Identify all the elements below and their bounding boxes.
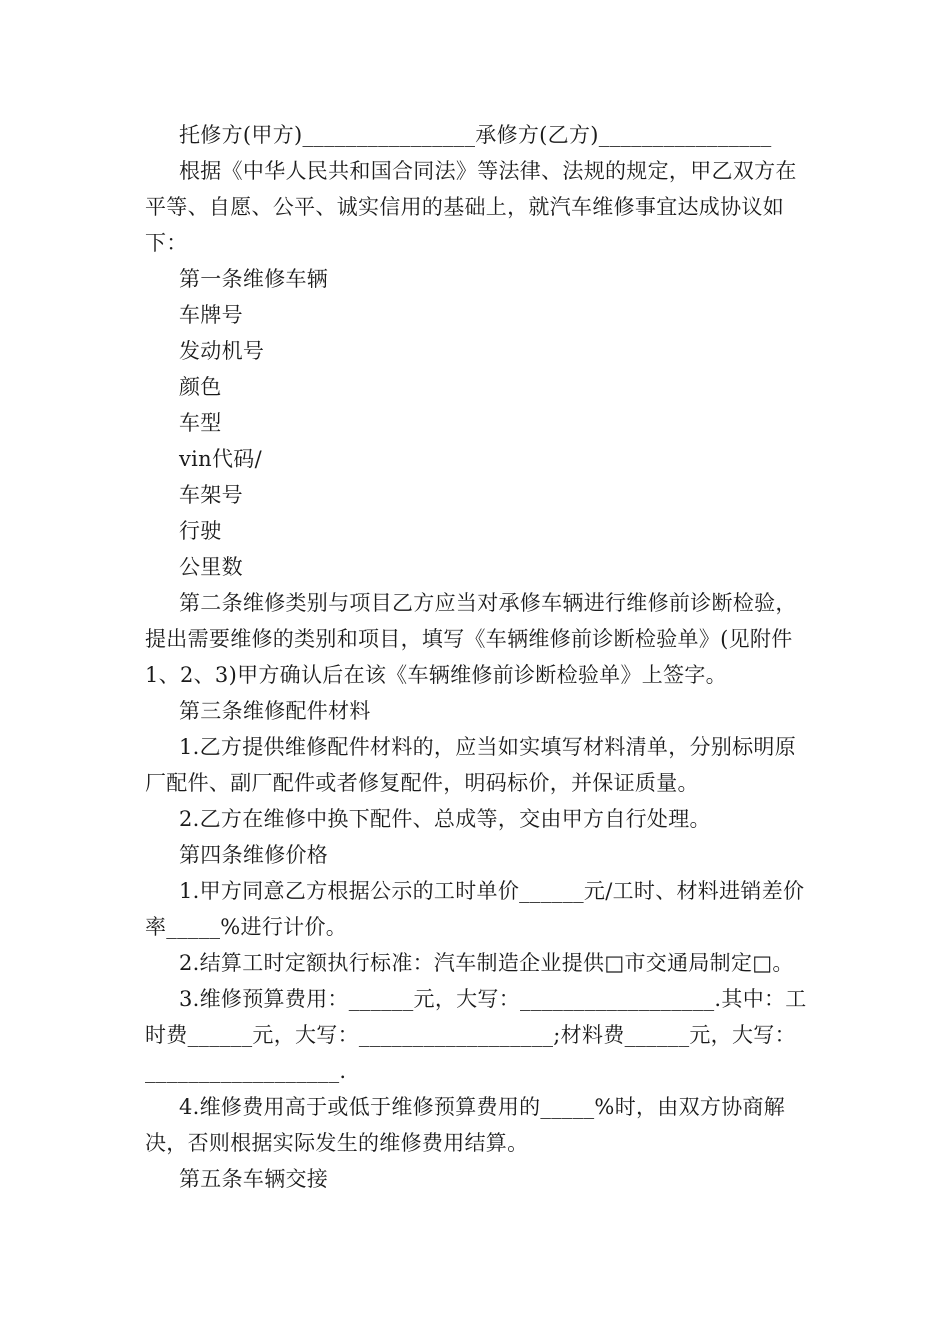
article1-title: 第一条维修车辆: [179, 267, 329, 291]
field-model: 车型: [179, 411, 222, 435]
field-kilometers: 公里数: [179, 555, 243, 579]
article3-title: 第三条维修配件材料: [179, 699, 371, 723]
preamble: 根据《中华人民共和国合同法》等法律、法规的规定，甲乙双方在平等、自愿、公平、诚实信用的基础上，就汽车维修事宜达成协议如下：: [145, 159, 797, 255]
article4-title: 第四条维修价格: [179, 843, 329, 867]
article4-item-1: 1.甲方同意乙方根据公示的工时单价______元/工时、材料进销差价率_____%进行计价。: [145, 879, 805, 939]
article2-text: 第二条维修类别与项目乙方应当对承修车辆进行维修前诊断检验，提出需要维修的类别和项目，填写《车辆维修前诊断检验单》(见附件1、2、3)甲方确认后在该《车辆维修前诊断检验单》上签字。: [145, 591, 797, 687]
article4-item-4: 4.维修费用高于或低于维修预算费用的_____%时，由双方协商解决，否则根据实际发生的维修费用结算。: [145, 1095, 786, 1155]
field-mileage-label: 行驶: [179, 519, 222, 543]
article3-item-2: 2.乙方在维修中换下配件、总成等，交由甲方自行处理。: [179, 807, 711, 831]
field-engine-number: 发动机号: [179, 339, 265, 363]
article4-item-3: 3.维修预算费用：______元，大写：__________________.其中：工时费______元，大写：__________________;材料费______元，大写：__________________.: [145, 987, 807, 1083]
article3-item-1: 1.乙方提供维修配件材料的，应当如实填写材料清单，分别标明原厂配件、副厂配件或者修复配件，明码标价，并保证质量。: [145, 735, 797, 795]
field-vin: vin代码/: [179, 447, 262, 471]
field-plate-number: 车牌号: [179, 303, 243, 327]
parties-line: 托修方(甲方)________________承修方(乙方)________________: [179, 123, 772, 147]
contract-document: [145, 117, 817, 1197]
article4-item-2: 2.结算工时定额执行标准：汽车制造企业提供□市交通局制定□。: [179, 951, 794, 975]
article5-title: 第五条车辆交接: [179, 1167, 329, 1191]
field-frame-number: 车架号: [179, 483, 243, 507]
field-color: 颜色: [179, 375, 222, 399]
